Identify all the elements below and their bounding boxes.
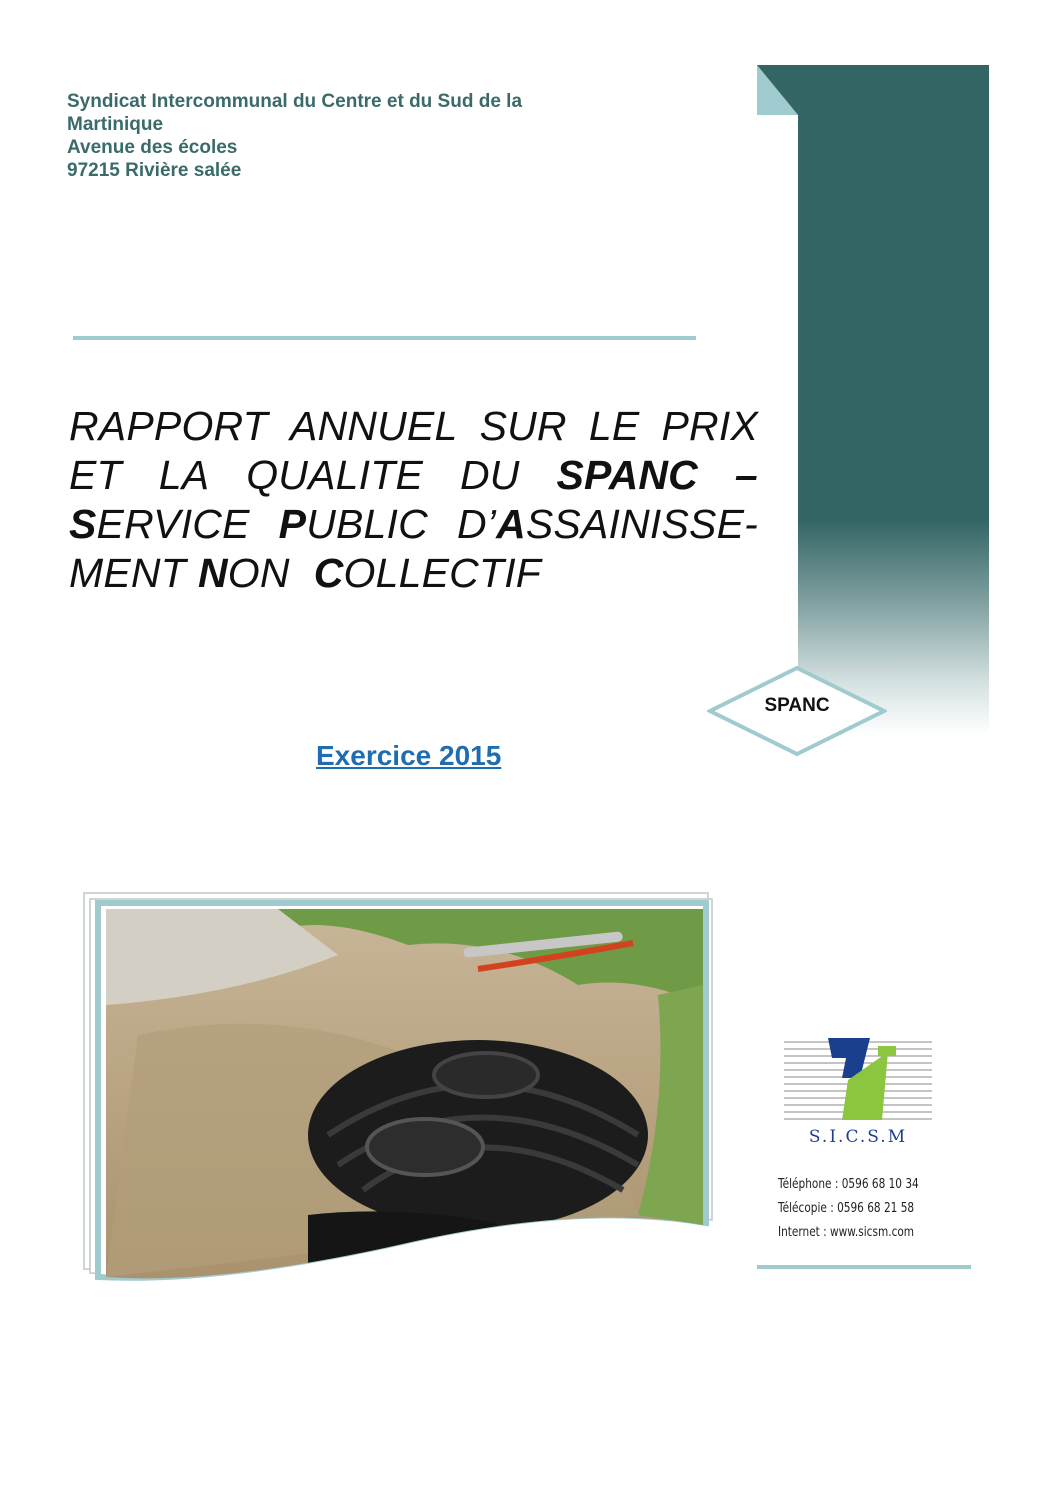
title-word-non: NON xyxy=(197,550,290,596)
title-word-service: SERVICE xyxy=(69,501,250,547)
top-divider xyxy=(73,336,696,340)
title-word: QUALITE xyxy=(246,452,424,498)
address-line-3: Avenue des écoles xyxy=(67,137,238,158)
sicsm-logo xyxy=(782,1038,934,1148)
title-word: MENT xyxy=(69,550,186,596)
address-line-4: 97215 Rivière salée xyxy=(67,160,242,181)
title-word: LE xyxy=(588,403,640,449)
address-line-2: Martinique xyxy=(67,114,164,135)
address-line-1: Syndicat Intercommunal du Centre et du Sud de la xyxy=(67,91,523,112)
contact-telephone: Téléphone : 0596 68 10 34 xyxy=(778,1176,919,1192)
title-word: LA xyxy=(158,452,210,498)
title-line-4 xyxy=(69,549,758,598)
title-word-spanc: SPANC xyxy=(556,452,698,498)
report-title xyxy=(69,402,758,598)
title-line-2 xyxy=(69,451,758,500)
title-word-collectif: COLLECTIF xyxy=(313,550,542,596)
logo-text: S.I.C.S.M xyxy=(808,1127,908,1147)
band-fold-corner xyxy=(757,65,798,115)
contact-info xyxy=(778,1172,919,1244)
title-line-3 xyxy=(69,500,758,549)
decorative-teal-band xyxy=(798,65,989,735)
contact-telecopie: Télécopie : 0596 68 21 58 xyxy=(778,1200,915,1216)
exercice-year-link[interactable]: Exercice 2015 xyxy=(316,740,502,771)
bottom-divider xyxy=(757,1265,971,1269)
title-word: ET xyxy=(69,452,122,498)
title-word-public: PUBLIC xyxy=(278,501,428,547)
title-word-assainissement: D’ASSAINISSE- xyxy=(456,501,758,547)
title-dash: – xyxy=(734,452,758,498)
title-word: SUR xyxy=(479,403,567,449)
septic-tank-photo xyxy=(78,885,718,1315)
title-word: DU xyxy=(459,452,520,498)
title-word: PRIX xyxy=(661,403,758,449)
title-word: ANNUEL xyxy=(289,403,458,449)
spanc-badge-label: SPANC xyxy=(764,695,830,716)
title-line-1 xyxy=(69,402,758,451)
title-word: RAPPORT xyxy=(69,403,268,449)
organisation-address xyxy=(67,90,627,182)
contact-internet[interactable]: Internet : www.sicsm.com xyxy=(778,1224,915,1240)
